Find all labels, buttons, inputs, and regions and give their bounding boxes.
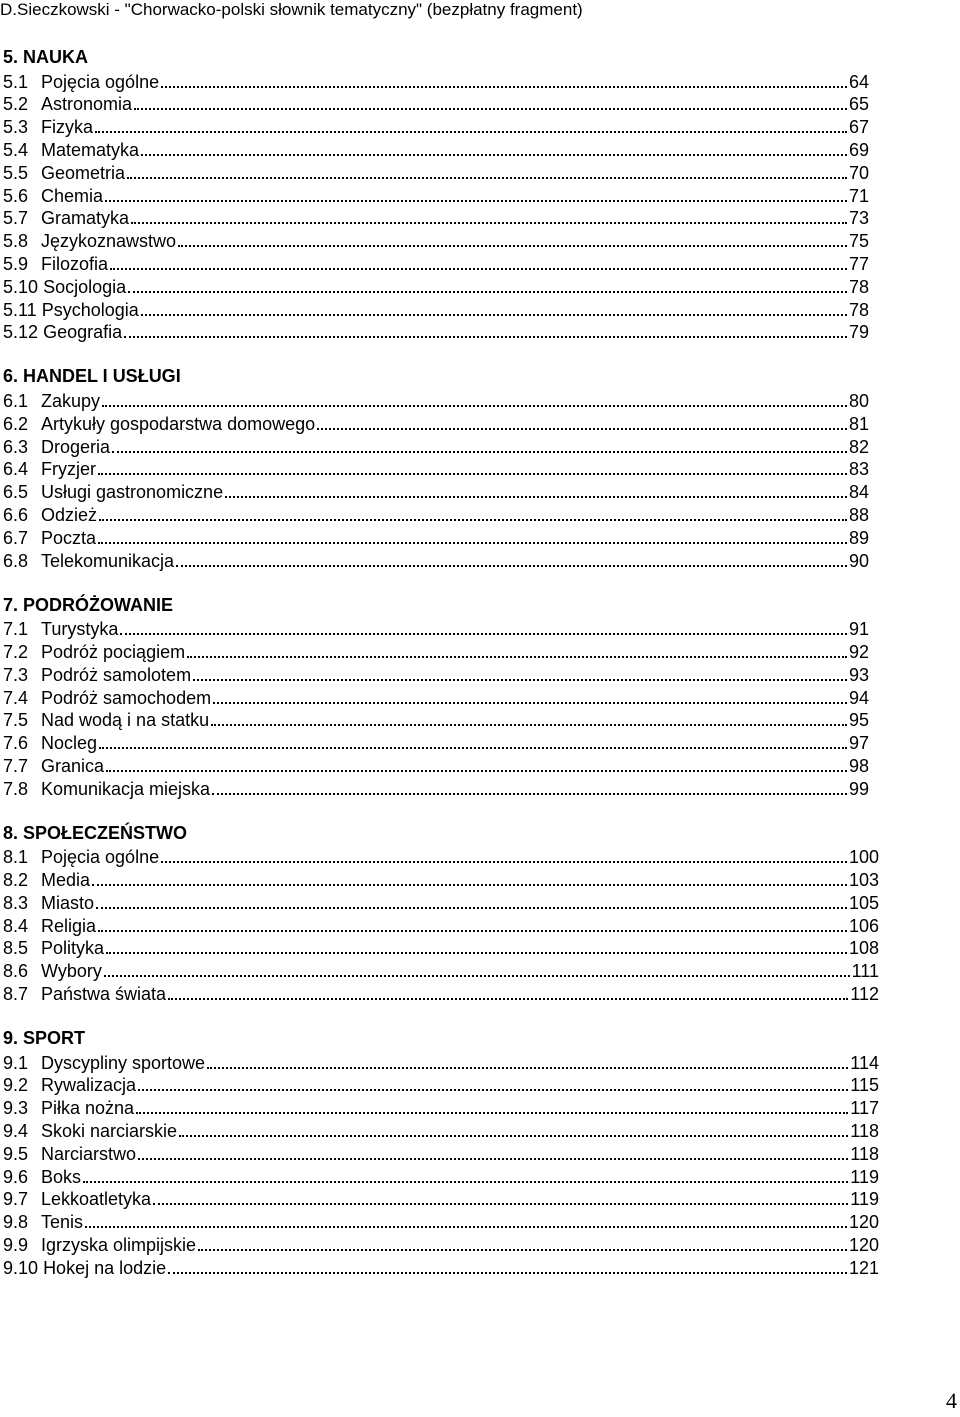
entry-number: 5.1	[3, 71, 29, 92]
entry-number: 8.6	[3, 961, 29, 982]
toc-entry[interactable]	[3, 845, 879, 868]
section-title: 5. NAUKA	[3, 47, 89, 67]
toc-entry[interactable]	[3, 1118, 879, 1141]
dot-leader	[178, 245, 847, 247]
entry-number: 7.2	[3, 641, 29, 662]
entry-name: Geometria	[41, 162, 126, 183]
dot-leader	[212, 793, 847, 795]
entry-number: 8.3	[3, 892, 29, 913]
entry-page: 82	[848, 436, 869, 457]
entry-number: 9.10	[3, 1257, 39, 1278]
dot-leader	[85, 1226, 847, 1228]
entry-number: 7.3	[3, 664, 29, 685]
entry-name: Socjologia	[43, 276, 127, 297]
dot-leader	[131, 222, 847, 224]
toc-entry[interactable]	[3, 160, 869, 183]
toc-entry[interactable]	[3, 1187, 879, 1210]
entry-name: Poczta	[41, 527, 97, 548]
entry-page: 81	[848, 413, 869, 434]
entry-number: 6.5	[3, 482, 29, 503]
entry-number: 8.7	[3, 984, 29, 1005]
entry-name: Chemia	[41, 185, 104, 206]
dot-leader	[98, 542, 847, 544]
document-header: D.Sieczkowski - "Chorwacko-polski słownik tematyczny" (bezpłatny fragment)	[0, 0, 583, 19]
entry-name: Wybory	[41, 961, 102, 982]
entry-name: Artykuły gospodarstwa domowego	[41, 413, 316, 434]
entry-page: 106	[848, 915, 879, 936]
entry-number: 8.4	[3, 915, 29, 936]
entry-page: 71	[848, 185, 869, 206]
entry-name: Lekkoatletyka	[41, 1189, 152, 1210]
entry-name: Zakupy	[41, 390, 101, 411]
entry-name: Religia	[41, 915, 97, 936]
dot-leader	[176, 565, 847, 567]
toc-entry[interactable]	[3, 206, 869, 229]
entry-number: 5.12	[3, 322, 39, 343]
entry-name: Gramatyka	[41, 208, 130, 229]
toc-entry[interactable]	[3, 1164, 879, 1187]
dot-leader	[127, 177, 847, 179]
entry-name: Pojęcia ogólne	[41, 847, 160, 868]
entry-number: 8.1	[3, 847, 29, 868]
entry-name: Językoznawstwo	[41, 231, 177, 252]
toc-entry[interactable]	[3, 958, 879, 981]
dot-leader	[317, 428, 847, 430]
entry-number: 9.7	[3, 1189, 29, 1210]
toc-entry[interactable]	[3, 730, 869, 753]
entry-page: 108	[848, 938, 879, 959]
entry-page: 78	[848, 299, 869, 320]
entry-name: Komunikacja miejska	[41, 778, 211, 799]
entry-number: 6.2	[3, 413, 29, 434]
entry-name: Usługi gastronomiczne	[41, 482, 224, 503]
entry-page: 90	[848, 550, 869, 571]
dot-leader	[104, 975, 850, 977]
dot-leader	[138, 1158, 848, 1160]
entry-name: Fizyka	[41, 117, 94, 138]
toc-entry[interactable]	[3, 867, 879, 890]
dot-leader	[153, 1203, 848, 1205]
toc-entry[interactable]	[3, 502, 869, 525]
entry-page: 79	[848, 322, 869, 343]
toc-section	[3, 46, 879, 342]
entry-page: 99	[848, 778, 869, 799]
entry-name: Nad wodą i na statku	[41, 710, 210, 731]
toc-entry[interactable]	[3, 114, 869, 137]
entry-name: Miasto	[41, 892, 95, 913]
toc-entry[interactable]	[3, 251, 869, 274]
section-title: 9. SPORT	[3, 1028, 86, 1049]
toc-entry[interactable]	[3, 297, 869, 320]
entry-page: 92	[848, 641, 869, 662]
toc-entry[interactable]	[3, 320, 869, 343]
entry-page: 111	[851, 961, 879, 982]
entry-name: Filozofia	[41, 253, 109, 274]
dot-leader	[106, 952, 847, 954]
entry-name: Geografia	[43, 322, 123, 343]
toc-entry[interactable]	[3, 616, 869, 639]
toc-entry[interactable]	[3, 1209, 879, 1232]
entry-name: Telekomunikacja	[41, 550, 175, 571]
dot-leader	[105, 200, 847, 202]
entry-name: Podróż samochodem	[41, 687, 212, 708]
entry-name: Granica	[41, 755, 105, 776]
entry-page: 89	[848, 527, 869, 548]
dot-leader	[207, 1067, 848, 1069]
toc-entry[interactable]	[3, 685, 869, 708]
entry-number: 5.9	[3, 253, 29, 274]
entry-name: Psychologia	[41, 299, 139, 320]
toc-entry[interactable]	[3, 228, 869, 251]
dot-leader	[211, 724, 847, 726]
dot-leader	[141, 314, 847, 316]
toc-section	[3, 1027, 879, 1278]
entry-page: 115	[850, 1075, 879, 1096]
entry-number: 5.2	[3, 94, 29, 115]
toc-section	[3, 594, 879, 799]
dot-leader	[99, 519, 847, 521]
toc-entry[interactable]	[3, 1073, 879, 1096]
toc-entry[interactable]	[3, 411, 869, 434]
entry-page: 77	[848, 253, 869, 274]
toc-entry[interactable]	[3, 639, 869, 662]
toc-entry[interactable]	[3, 388, 869, 411]
entry-page: 94	[848, 687, 869, 708]
toc-entry[interactable]	[3, 1232, 879, 1255]
dot-leader	[193, 679, 847, 681]
entry-number: 5.4	[3, 139, 29, 160]
dot-leader	[95, 131, 847, 133]
entry-name: Nocleg	[41, 733, 98, 754]
entry-name: Rywalizacja	[41, 1075, 137, 1096]
toc-section	[3, 822, 879, 1004]
entry-page: 119	[850, 1189, 879, 1210]
dot-leader	[134, 108, 847, 110]
entry-number: 8.5	[3, 938, 29, 959]
entry-name: Odzież	[41, 504, 98, 525]
entry-number: 5.5	[3, 162, 29, 183]
entry-number: 5.7	[3, 208, 29, 229]
toc-entry[interactable]	[3, 981, 879, 1004]
dot-leader	[124, 336, 847, 338]
toc-entry[interactable]	[3, 183, 869, 206]
entry-page: 65	[848, 94, 869, 115]
entry-page: 88	[848, 504, 869, 525]
section-title: 6. HANDEL I USŁUGI	[3, 366, 181, 387]
entry-name: Pojęcia ogólne	[41, 71, 160, 92]
entry-page: 69	[848, 139, 869, 160]
toc-entry[interactable]	[3, 69, 869, 92]
entry-page: 121	[848, 1257, 879, 1278]
entry-page: 67	[848, 117, 869, 138]
dot-leader	[98, 473, 847, 475]
entry-page: 112	[850, 984, 879, 1005]
entry-name: Matematyka	[41, 139, 140, 160]
entry-name: Państwa świata	[41, 984, 167, 1005]
dot-leader	[110, 268, 847, 270]
dot-leader	[96, 907, 847, 909]
entry-name: Igrzyska olimpijskie	[41, 1235, 197, 1256]
entry-page: 75	[848, 231, 869, 252]
dot-leader	[225, 496, 847, 498]
entry-number: 6.7	[3, 527, 29, 548]
entry-number: 7.4	[3, 687, 29, 708]
dot-leader	[128, 291, 847, 293]
entry-page: 78	[848, 276, 869, 297]
dot-leader	[136, 1112, 848, 1114]
entry-name: Turystyka	[41, 619, 119, 640]
toc-entry[interactable]	[3, 1050, 879, 1073]
entry-name: Piłka nożna	[41, 1098, 135, 1119]
entry-number: 9.4	[3, 1121, 29, 1142]
dot-leader	[168, 998, 848, 1000]
toc-entry[interactable]	[3, 913, 879, 936]
entry-page: 95	[848, 710, 869, 731]
toc-entry[interactable]	[3, 137, 869, 160]
entry-page: 119	[850, 1166, 879, 1187]
dot-leader	[198, 1249, 847, 1251]
entry-name: Tenis	[41, 1212, 84, 1233]
entry-page: 84	[848, 482, 869, 503]
entry-number: 5.3	[3, 117, 29, 138]
entry-number: 7.7	[3, 755, 29, 776]
entry-page: 64	[848, 71, 869, 92]
dot-leader	[92, 884, 847, 886]
entry-number: 5.6	[3, 185, 29, 206]
entry-name: Podróż samolotem	[41, 664, 192, 685]
toc-entry[interactable]	[3, 776, 869, 799]
entry-number: 5.8	[3, 231, 29, 252]
entry-page: 103	[848, 870, 879, 891]
table-of-contents	[3, 46, 879, 1301]
toc-entry[interactable]	[3, 708, 869, 731]
entry-page: 98	[848, 755, 869, 776]
toc-entry[interactable]	[3, 525, 869, 548]
toc-entry[interactable]	[3, 890, 879, 913]
entry-page: 80	[848, 390, 869, 411]
entry-number: 7.8	[3, 778, 29, 799]
entry-number: 7.1	[3, 619, 29, 640]
toc-entry[interactable]	[3, 1141, 879, 1164]
entry-number: 8.2	[3, 870, 29, 891]
dot-leader	[168, 1272, 847, 1274]
dot-leader	[138, 1089, 848, 1091]
dot-leader	[187, 656, 847, 658]
entry-page: 73	[848, 208, 869, 229]
entry-number: 9.1	[3, 1052, 29, 1073]
section-title: 7. PODRÓŻOWANIE	[3, 594, 174, 615]
entry-number: 9.2	[3, 1075, 29, 1096]
dot-leader	[112, 451, 847, 453]
toc-entry[interactable]	[3, 936, 879, 959]
entry-number: 9.5	[3, 1143, 29, 1164]
entry-name: Narciarstwo	[41, 1143, 137, 1164]
entry-number: 6.1	[3, 390, 29, 411]
entry-page: 97	[848, 733, 869, 754]
entry-name: Fryzjer	[41, 459, 96, 480]
entry-number: 6.8	[3, 550, 29, 571]
entry-name: Boks	[41, 1166, 82, 1187]
dot-leader	[179, 1135, 848, 1137]
entry-name: Dyscypliny sportowe	[41, 1052, 206, 1073]
entry-number: 9.6	[3, 1166, 29, 1187]
dot-leader	[120, 633, 847, 635]
entry-page: 118	[850, 1121, 879, 1142]
entry-page: 120	[848, 1235, 879, 1256]
entry-page: 114	[850, 1052, 879, 1073]
toc-entry[interactable]	[3, 92, 869, 115]
entry-page: 105	[848, 892, 879, 913]
dot-leader	[83, 1181, 848, 1183]
dot-leader	[161, 86, 847, 88]
entry-number: 9.3	[3, 1098, 29, 1119]
entry-page: 83	[848, 459, 869, 480]
toc-section	[3, 365, 879, 570]
entry-page: 120	[848, 1212, 879, 1233]
entry-page: 70	[848, 162, 869, 183]
entry-number: 5.11	[3, 299, 37, 320]
entry-page: 117	[850, 1098, 879, 1119]
entry-number: 7.6	[3, 733, 29, 754]
entry-name: Drogeria	[41, 436, 111, 457]
dot-leader	[161, 861, 847, 863]
dot-leader	[213, 702, 847, 704]
dot-leader	[106, 770, 847, 772]
toc-entry[interactable]	[3, 1255, 879, 1278]
toc-entry[interactable]	[3, 274, 869, 297]
entry-name: Polityka	[41, 938, 105, 959]
entry-name: Media	[41, 870, 91, 891]
entry-number: 6.4	[3, 459, 29, 480]
section-title: 8. SPOŁECZEŃSTWO	[3, 822, 188, 843]
entry-page: 91	[848, 619, 869, 640]
entry-number: 9.8	[3, 1212, 29, 1233]
toc-entry[interactable]	[3, 434, 869, 457]
dot-leader	[98, 930, 847, 932]
toc-entry[interactable]	[3, 457, 869, 480]
entry-page: 118	[850, 1143, 879, 1164]
toc-entry[interactable]	[3, 1095, 879, 1118]
toc-entry[interactable]	[3, 753, 869, 776]
toc-entry[interactable]	[3, 479, 869, 502]
entry-name: Podróż pociągiem	[41, 641, 186, 662]
entry-number: 5.10	[3, 276, 39, 297]
entry-number: 9.9	[3, 1235, 29, 1256]
page-number: 4	[946, 1388, 957, 1413]
entry-name: Astronomia	[41, 94, 133, 115]
toc-entry[interactable]	[3, 548, 869, 571]
entry-page: 100	[848, 847, 879, 868]
toc-entry[interactable]	[3, 662, 869, 685]
entry-number: 6.6	[3, 504, 29, 525]
entry-name: Hokej na lodzie	[43, 1257, 167, 1278]
entry-page: 93	[848, 664, 869, 685]
entry-name: Skoki narciarskie	[41, 1121, 178, 1142]
entry-number: 6.3	[3, 436, 29, 457]
dot-leader	[99, 747, 847, 749]
dot-leader	[141, 154, 847, 156]
dot-leader	[102, 405, 847, 407]
entry-number: 7.5	[3, 710, 29, 731]
